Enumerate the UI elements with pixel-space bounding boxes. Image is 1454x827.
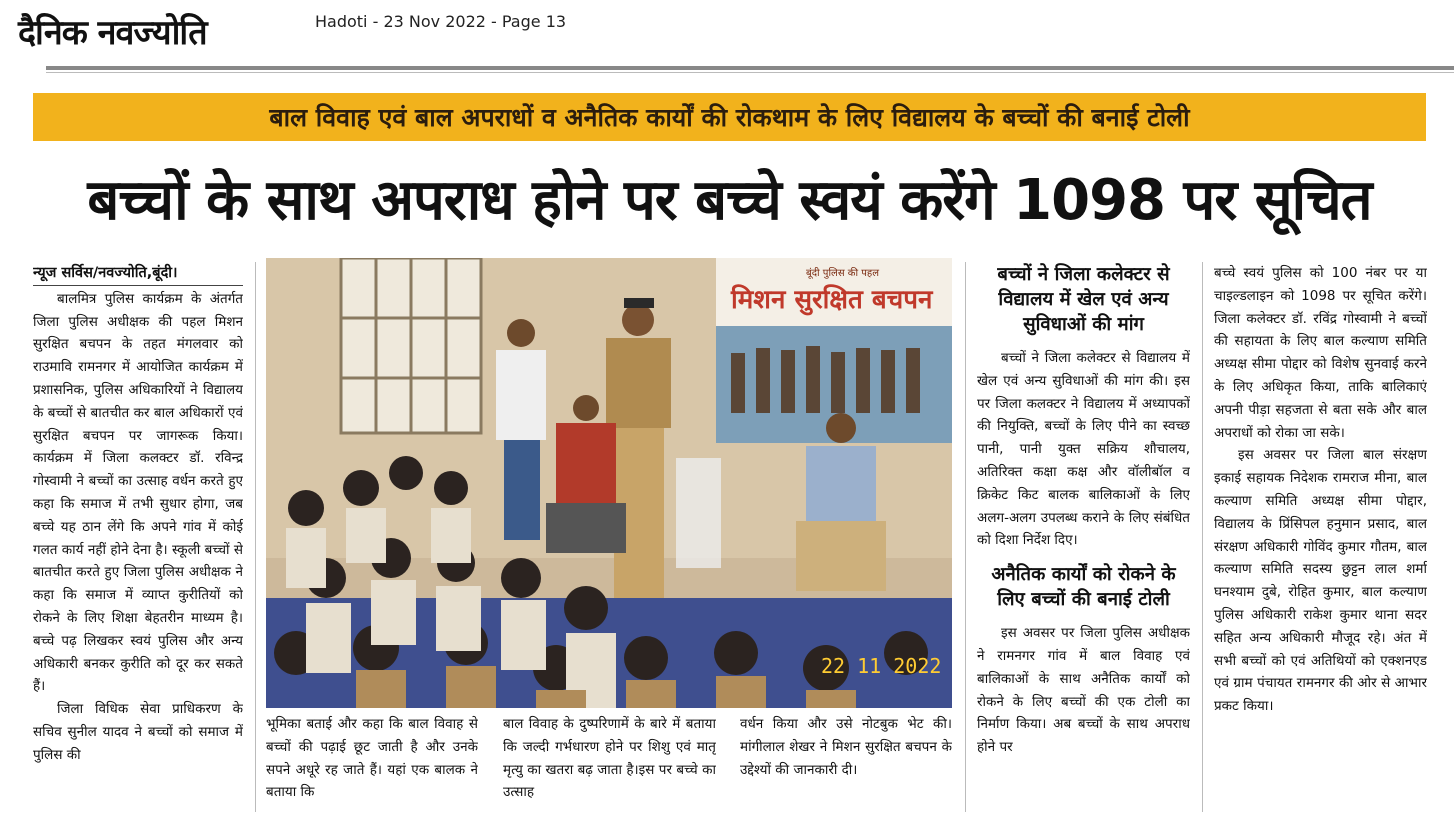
main-headline: बच्चों के साथ अपराध होने पर बच्चे स्वयं करेंगे 1098 पर सूचित (87, 168, 1372, 233)
article-column-4 (977, 262, 1190, 822)
subheading-team: अनैतिक कार्यों को रोकने के लिए बच्चों की बनाई टोली (991, 564, 1176, 611)
news-photo (266, 258, 952, 708)
column-divider (965, 262, 966, 812)
banner-text: मिशन सुरक्षित बचपन (731, 285, 933, 315)
byline: न्यूज सर्विस/नवज्योति,बूंदी। (33, 262, 243, 286)
column-divider (255, 262, 256, 812)
article-paragraph: इस अवसर पर जिला पुलिस अधीक्षक ने रामनगर गांव में बाल विवाह एवं बालिकाओं के साथ अनैतिक कार्यों को रोकने के लिए बच्चों की एक टोली का निर्माण किया। अब बच्चों के साथ अपराध होने पर (977, 625, 1190, 756)
header-rule-thin (46, 72, 1454, 73)
photo-below-column-2: बाल विवाह के दुष्परिणामें के बारे में बताया कि जल्दी गर्भधारण होने पर शिशु एवं मातृ मृत्यु का खतरा बढ़ जाता है।इस पर बच्चे का उत्साह (503, 716, 716, 801)
newspaper-masthead: दैनिक नवज्योति (18, 13, 207, 53)
edition-info: Hadoti - 23 Nov 2022 - Page 13 (315, 12, 567, 31)
photo-date-stamp: 22 11 2022 (821, 654, 942, 678)
article-column-5 (1214, 262, 1427, 822)
article-paragraph: जिला विधिक सेवा प्राधिकरण के सचिव सुनील यादव ने बच्चों को समाज में पुलिस की (33, 701, 243, 763)
photo-below-column-1: भूमिका बताई और कहा कि बाल विवाह से बच्चों की पढ़ाई छूट जाती है और उनके सपने अधूरे रह जाते हैं। यहां एक बालक ने बताया कि (266, 716, 478, 801)
kicker-strap: बाल विवाह एवं बाल अपराधों व अनैतिक कार्यों की रोकथाम के लिए विद्यालय के बच्चों की बनाई टोली (33, 93, 1426, 141)
photo-below-column-3: वर्धन किया और उसे नोटबुक भेट की। मांगीलाल शेखर ने मिशन सुरक्षित बचपन के उद्देश्यों की जानकारी दी। (740, 716, 952, 778)
article-paragraph: बच्चों ने जिला कलेक्टर से विद्यालय में खेल एवं अन्य सुविधाओं की मांग की। इस पर जिला कलक्टर ने विद्यालय में अध्यापकों की नियुक्ति, बच्चों के लिए पीने का स्वच्छ पानी, पानी युक्त सक्रिय शौचालय, अतिरिक्त कक्षा कक्ष और वॉलीबॉल व क्रिकेट किट बालक बालिकाओं के लिए अलग-अलग उपलब्ध कराने के लिए संबंधित को दिशा निर्देश दिए। (977, 350, 1190, 549)
classroom-photo-illustration (266, 258, 952, 708)
article-paragraph: इस अवसर पर जिला बाल संरक्षण इकाई सहायक निदेशक रामराज मीना, बाल कल्याण समिति अध्यक्ष सीमा पोद्दार, विद्यालय के प्रिंसिपल हनुमान प्रसाद, बाल संरक्षण अधिकारी गोविंद कुमार गौतम, बाल कल्याण समिति सदस्य छुट्टन लाल शर्मा घनश्याम दुबे, रोहित कुमार, बाल कल्याण पुलिस अधिकारी राकेश कुमार थाना सदर सहित अन्य अधिकारी मौजूद रहे। अंत में सभी बच्चों को एवं अतिथियों को एक्शनएड एवं ग्राम पंचायत रामनगर की ओर से आभार प्रकट किया। (1214, 447, 1427, 715)
article-column-1 (33, 262, 243, 822)
column-divider (1202, 262, 1203, 812)
article-paragraph: बालमित्र पुलिस कार्यक्रम के अंतर्गत जिला पुलिस अधीक्षक की पहल मिशन सुरक्षित बचपन के तहत मंगलवार को राउमावि रामनगर में आयोजित कार्यक्रम में प्रशासनिक, पुलिस अधिकारियों ने विद्यालय के बच्चों से बातचीत कर बाल अधिकारों एवं सुरक्षित बचपन पर जागरूक किया। कार्यक्रम में जिला कलक्टर डॉ. रविन्द्र गोस्वामी ने बच्चों का उत्साह वर्धन करते हुए कहा कि समाज में तभी सुधार होगा, जब बच्चे यह ठान लेंगे कि अपने गांव में कोई गलत कार्य नहीं होने देना है। स्कूली बच्चों से बातचीत करते हुए जिला पुलिस अधीक्षक ने कहा कि समाज में व्याप्त कुरीतियों को रोकने के लिए शिक्षा बेहतरीन माध्यम है। बच्चे पढ़ लिखकर स्वयं पुलिस और अन्य अधिकारी बनकर कुरीति को दूर कर सकते हैं। (33, 290, 243, 695)
banner-small-text: बूंदी पुलिस की पहल (806, 268, 879, 279)
article-paragraph: बच्चे स्वयं पुलिस को 100 नंबर पर या चाइल्डलाइन को 1098 पर सूचित करेंगे। जिला कलेक्टर डॉ. रविंद्र गोस्वामी ने बच्चों की सहायता के लिए बाल कल्याण समिति अध्यक्ष सीमा पोद्दार को विशेष सुनवाई करने के लिए अधिकृत किया, ताकि बालिकाएं अपनी पीड़ा सहजता से बता सके और बाल अपराधों को रोका जा सके। (1214, 265, 1427, 441)
header-rule (46, 66, 1454, 70)
subheading-demands: बच्चों ने जिला कलेक्टर से विद्यालय में खेल एवं अन्य सुविधाओं की मांग (997, 264, 1170, 335)
